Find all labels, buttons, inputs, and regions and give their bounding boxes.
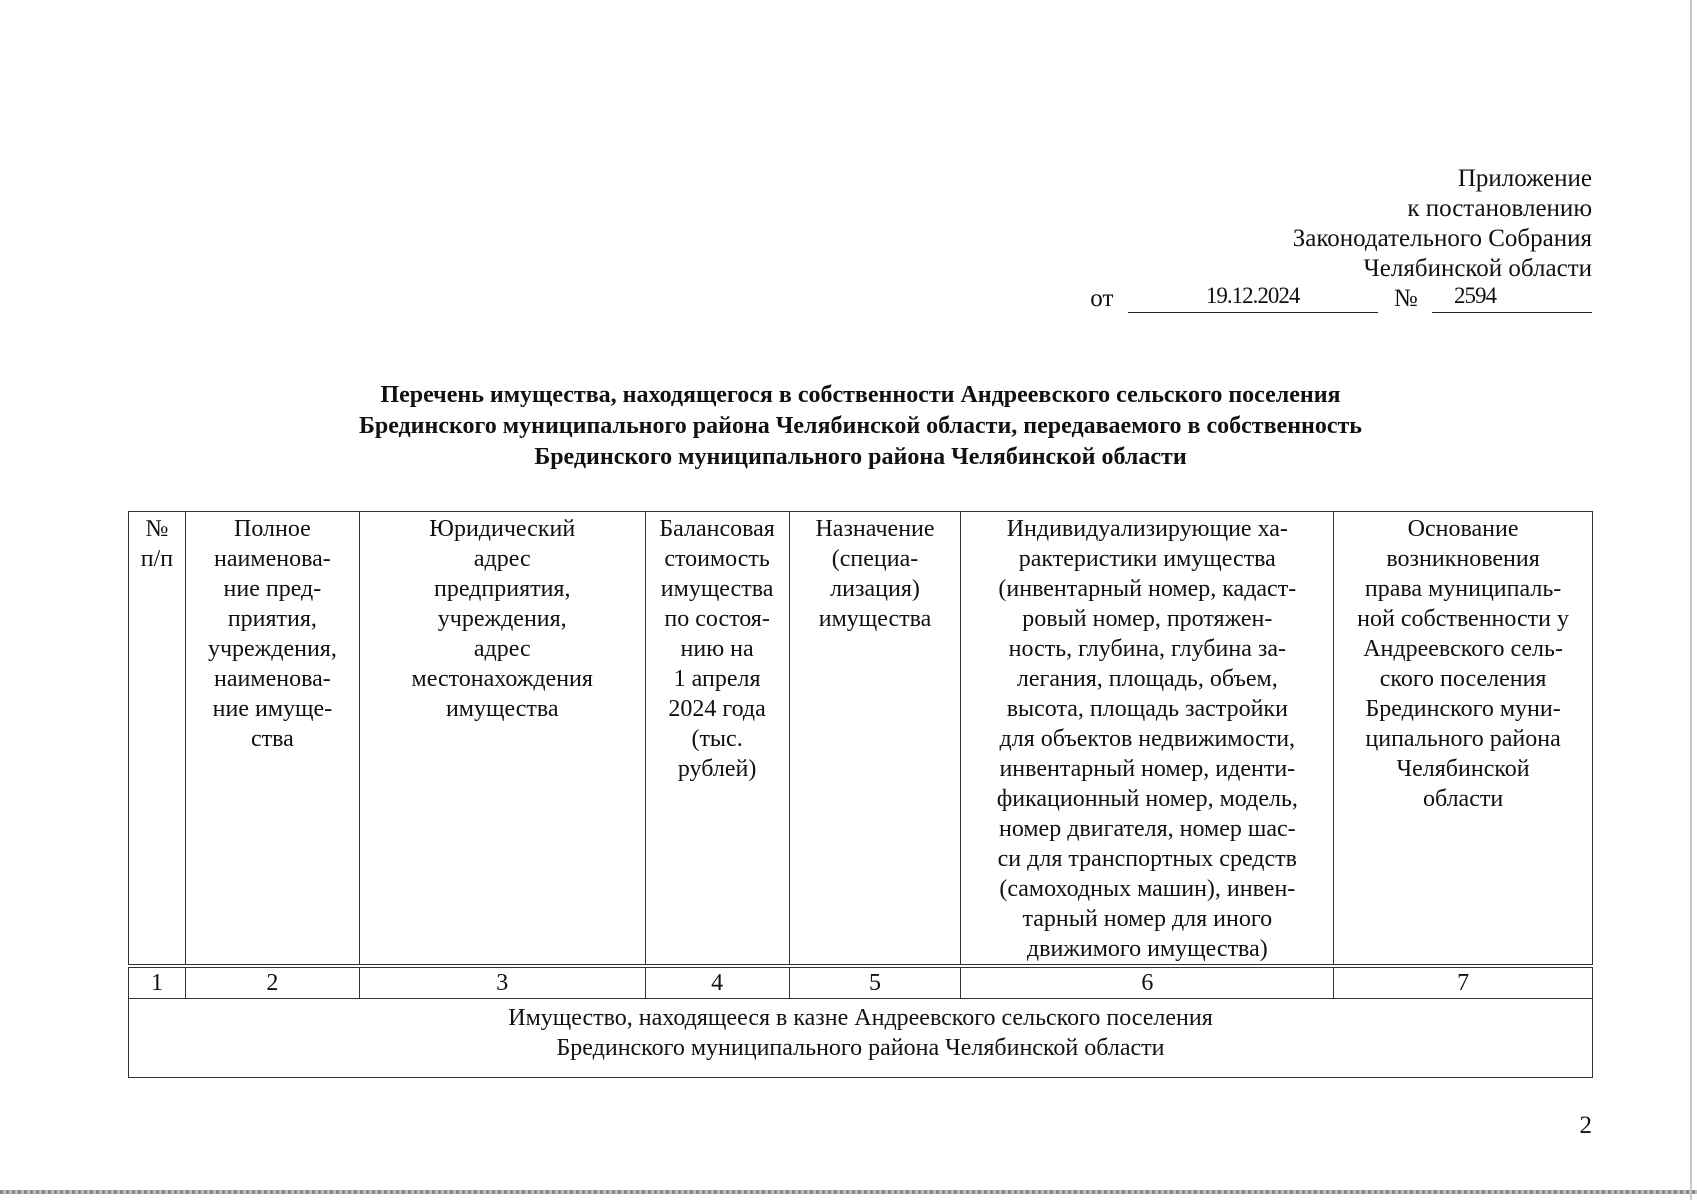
header-line: 1 апреля bbox=[673, 666, 761, 692]
column-number-cell: 3 bbox=[359, 966, 645, 999]
header-line: ципального района bbox=[1365, 726, 1561, 752]
header-cell-balance-value bbox=[645, 512, 789, 967]
header-line: для объектов недвижимости, bbox=[999, 726, 1296, 752]
header-line: движимого имущества) bbox=[1026, 936, 1268, 962]
header-line: ние имуще- bbox=[212, 696, 333, 722]
page-number: 2 bbox=[1579, 1112, 1592, 1139]
header-line: приятия, bbox=[227, 606, 317, 632]
header-cell-address bbox=[359, 512, 645, 967]
document-title bbox=[128, 380, 1593, 473]
header-line: ского поселения bbox=[1379, 666, 1547, 692]
column-number-cell: 5 bbox=[789, 966, 961, 999]
header-line: тарный номер для иного bbox=[1022, 906, 1273, 932]
header-line: рактеристики имущества bbox=[1018, 546, 1276, 572]
column-number-row bbox=[129, 966, 1593, 999]
header-row bbox=[129, 512, 1593, 967]
header-line: ние пред- bbox=[223, 576, 322, 602]
header-cell-ownership-basis bbox=[1334, 512, 1593, 967]
header-line: учреждения, bbox=[437, 606, 567, 632]
section-heading-line: Имущество, находящееся в казне Андреевского сельского поселения bbox=[508, 1005, 1213, 1031]
header-line: Назначение bbox=[815, 516, 935, 542]
resolution-reference bbox=[1090, 280, 1592, 316]
header-line: фикационный номер, модель, bbox=[996, 786, 1298, 812]
header-line: ровый номер, протяжен- bbox=[1022, 606, 1273, 632]
number-label: № bbox=[1393, 285, 1418, 312]
header-line: п/п bbox=[140, 546, 174, 572]
header-line: высота, площадь застройки bbox=[1006, 696, 1288, 722]
section-heading-line: Брединского муниципального района Челябинской области bbox=[556, 1035, 1165, 1061]
header-line: нию на bbox=[680, 636, 754, 662]
header-line: наименова- bbox=[214, 666, 331, 692]
header-line: Индивидуализирующие ха- bbox=[1006, 516, 1288, 542]
header-line: Брединского муни- bbox=[1365, 696, 1561, 722]
header-line: инвентарный номер, иденти- bbox=[999, 756, 1296, 782]
header-line: лизация) bbox=[830, 576, 920, 602]
header-line: (тыс. bbox=[691, 726, 743, 752]
header-line: по состоя- bbox=[664, 606, 770, 632]
header-line: местонахождения bbox=[411, 666, 593, 692]
column-number-cell: 1 bbox=[129, 966, 186, 999]
header-line: легания, площадь, объем, bbox=[1016, 666, 1278, 692]
appendix-line: Челябинской области bbox=[1363, 255, 1592, 282]
header-line: области bbox=[1422, 786, 1504, 812]
header-cell-name bbox=[185, 512, 359, 967]
header-line: возникновения bbox=[1386, 546, 1540, 572]
header-line: (специа- bbox=[831, 546, 919, 572]
header-line: ной собственности у bbox=[1357, 606, 1569, 632]
header-line: (самоходных машин), инвен- bbox=[999, 876, 1296, 902]
appendix-line: Законодательного Собрания bbox=[1292, 225, 1592, 252]
appendix-block bbox=[1293, 164, 1592, 284]
header-line: Юридический bbox=[429, 516, 576, 542]
scan-edge-right bbox=[1690, 0, 1692, 1200]
appendix-line: Приложение bbox=[1457, 165, 1592, 192]
title-line: Перечень имущества, находящегося в собственности Андреевского сельского поселения bbox=[380, 382, 1341, 408]
header-line: Полное bbox=[234, 516, 311, 542]
section-heading-row bbox=[129, 999, 1593, 1078]
header-line: адрес bbox=[473, 546, 531, 572]
header-line: ность, глубина, глубина за- bbox=[1008, 636, 1286, 662]
header-line: № bbox=[145, 516, 169, 542]
resolution-date: 19.12.2024 bbox=[1128, 280, 1378, 313]
header-line: Андреевского сель- bbox=[1363, 636, 1563, 662]
column-number-cell: 6 bbox=[961, 966, 1334, 999]
title-line: Брединского муниципального района Челябинской области, передаваемого в собственность bbox=[358, 413, 1362, 439]
header-line: Балансовая bbox=[659, 516, 775, 542]
property-table bbox=[128, 511, 1593, 1078]
header-line: имущества bbox=[445, 696, 559, 722]
header-line: ства bbox=[250, 726, 294, 752]
header-line: предприятия, bbox=[433, 576, 571, 602]
header-line: номер двигателя, номер шас- bbox=[998, 816, 1296, 842]
scan-edge-bottom bbox=[0, 1190, 1697, 1194]
header-cell-purpose bbox=[789, 512, 961, 967]
header-line: Основание bbox=[1407, 516, 1519, 542]
header-line: (инвентарный номер, кадаст- bbox=[998, 576, 1297, 602]
header-cell-number bbox=[129, 512, 186, 967]
section-heading-cell bbox=[129, 999, 1593, 1078]
header-line: учреждения, bbox=[207, 636, 337, 662]
header-line: наименова- bbox=[214, 546, 331, 572]
header-line: адрес bbox=[473, 636, 531, 662]
column-number-cell: 2 bbox=[185, 966, 359, 999]
from-label: от bbox=[1090, 285, 1114, 312]
header-line: имущества bbox=[818, 606, 932, 632]
resolution-number: 2594 bbox=[1432, 280, 1592, 313]
header-line: имущества bbox=[660, 576, 774, 602]
appendix-line: к постановлению bbox=[1407, 195, 1592, 222]
header-line: 2024 года bbox=[668, 696, 766, 722]
column-number-cell: 7 bbox=[1334, 966, 1593, 999]
header-line: си для транспортных средств bbox=[997, 846, 1297, 872]
column-number-cell: 4 bbox=[645, 966, 789, 999]
title-line: Брединского муниципального района Челябинской области bbox=[534, 444, 1187, 470]
header-line: Челябинской bbox=[1396, 756, 1530, 782]
header-line: права муниципаль- bbox=[1364, 576, 1562, 602]
header-line: рублей) bbox=[677, 756, 757, 782]
header-cell-characteristics bbox=[961, 512, 1334, 967]
header-line: стоимость bbox=[664, 546, 770, 572]
